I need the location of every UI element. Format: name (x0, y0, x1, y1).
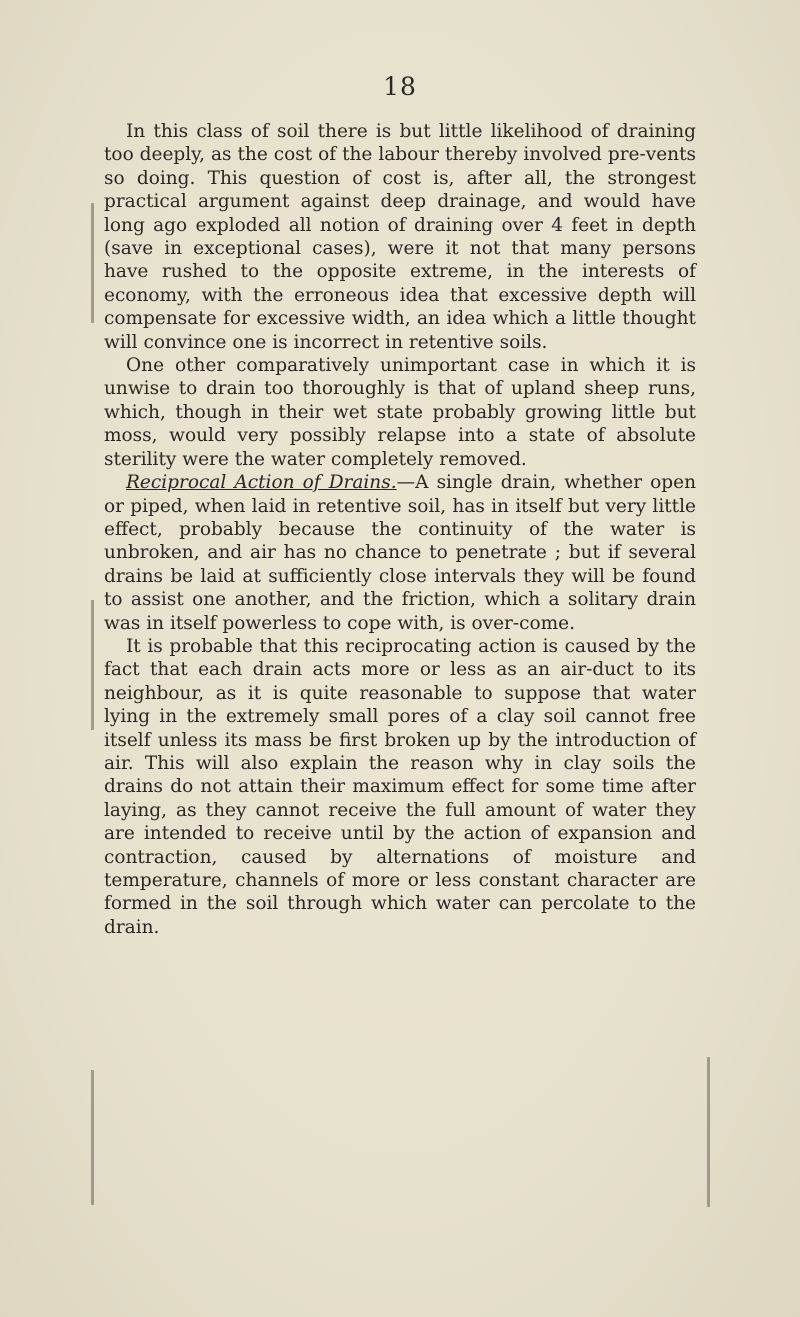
page-number: 18 (383, 72, 417, 101)
binding-shadow-mark (91, 203, 94, 323)
paragraph (104, 471, 696, 635)
paragraph (104, 635, 696, 939)
paragraph-text: —A single drain, whether open or piped, when laid in retentive soil, has in itself but very little effect, probably because the continuity of the water is unbroken, and air has no chance to penetrate ; but if several drains be laid at sufficiently close intervals they will be found to assist one another, and the friction, which a solitary drain was in itself powerless to cope with, is over-come. (104, 472, 697, 634)
paragraph-text: In this class of soil there is but little likelihood of draining too deeply, as the cost of the labour thereby involved pre-vents so doing. This question of cost is, after all, the strongest practical argument against deep drainage, and would have long ago exploded all notion of draining over 4 feet in depth (save in exceptional cases), were it not that many persons have rushed to the opposite extreme, in the interests of economy, with the erroneous idea that excessive depth will compensate for excessive width, an idea which a little thought will convince one is incorrect in retentive soils. (104, 121, 696, 353)
paragraph-text: One other comparatively unimportant case in which it is unwise to drain too thoroughly is that of upland sheep runs, which, though in their wet state probably growing little but moss, would very possibly relapse into a state of absolute sterility were the water completely removed. (104, 355, 696, 470)
paragraph (104, 120, 696, 354)
binding-shadow-mark (707, 1057, 710, 1207)
paragraph-text: It is probable that this reciprocating action is caused by the fact that each drain acts more or less as an air-duct to its neighbour, as it is quite reasonable to suppose that water lying in the extremely small pores of a clay soil cannot free itself unless its mass be first broken up by the introduction of air. This will also explain the reason why in clay soils the drains do not attain their maximum effect for some time after laying, as they cannot receive the full amount of water they are intended to receive until by the action of expansion and contraction, caused by alternations of moisture and temperature, channels of more or less constant character are formed in the soil through which water can percolate to the drain. (104, 635, 696, 938)
section-heading: Reciprocal Action of Drains. (126, 472, 397, 494)
paragraph (104, 354, 696, 471)
binding-shadow-mark (91, 1070, 94, 1205)
binding-shadow-mark (91, 600, 94, 730)
body-text (104, 120, 696, 939)
